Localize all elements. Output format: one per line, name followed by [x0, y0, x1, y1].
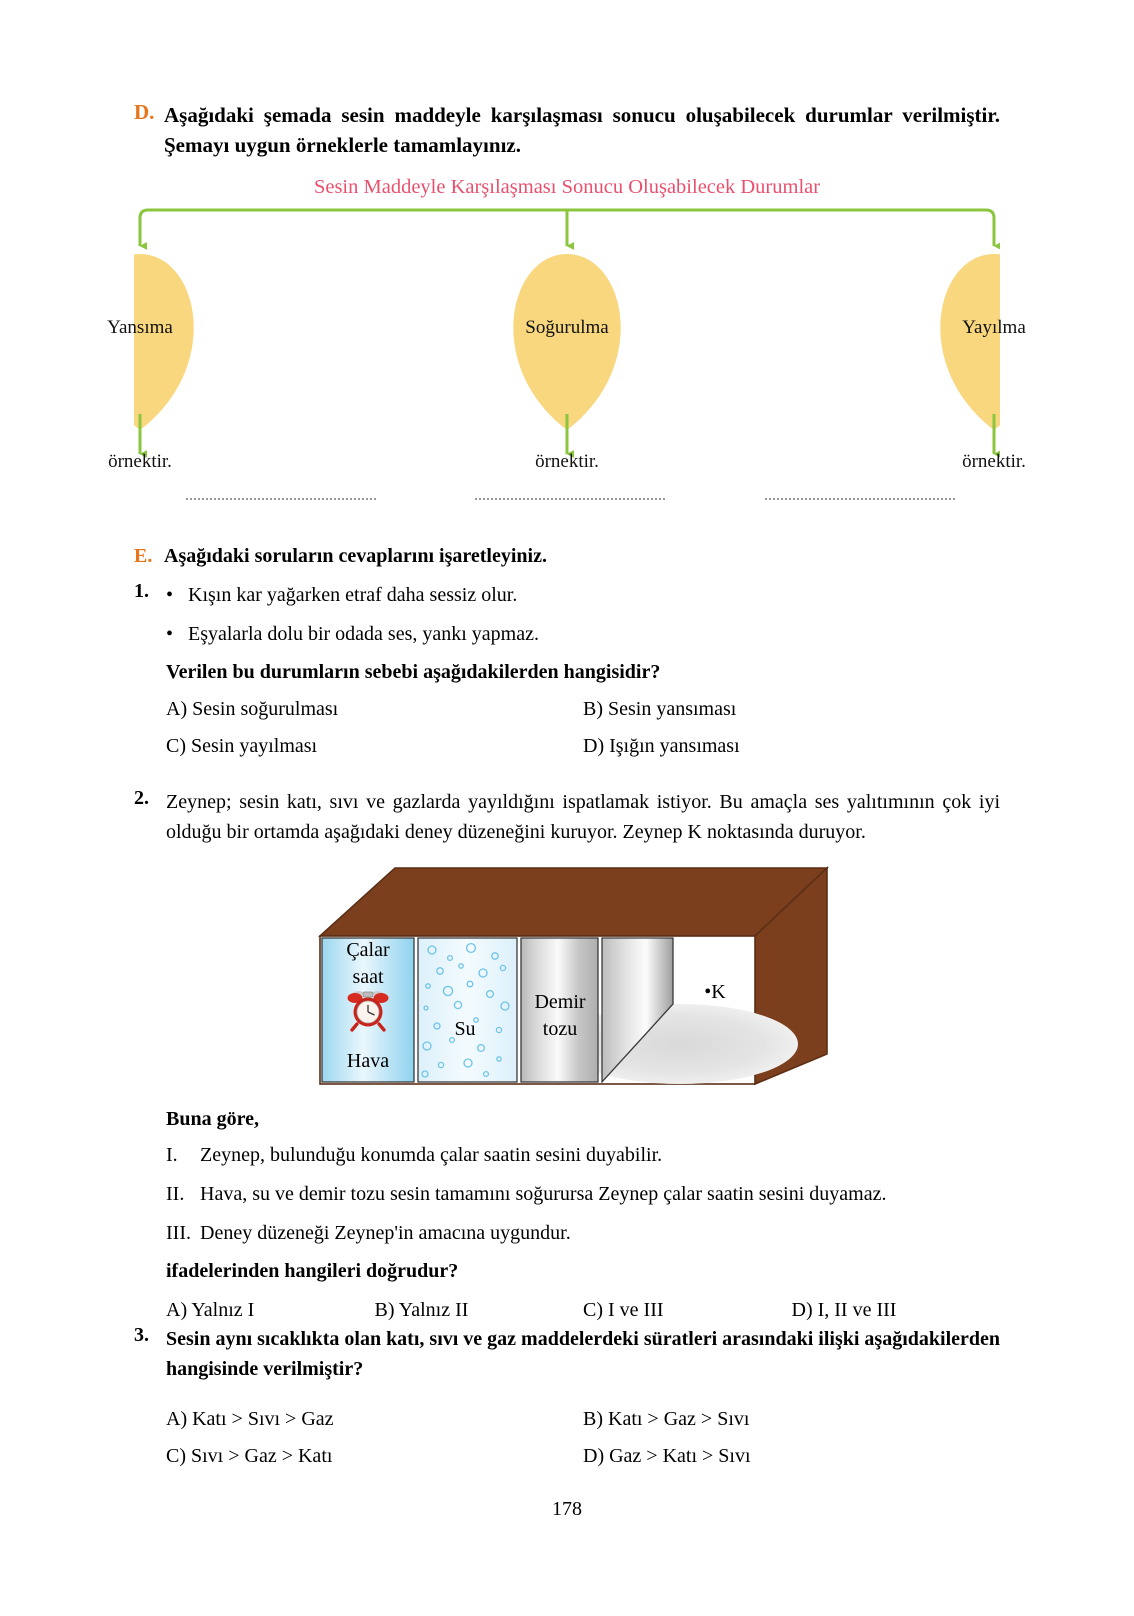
diagram-title: Sesin Maddeyle Karşılaşması Sonucu Oluşabilecek Durumlar: [313, 176, 821, 198]
question-1-choices-row-1: [166, 698, 1000, 721]
question-3: [134, 1324, 1000, 1468]
label-point-k: •K: [704, 981, 726, 1003]
question-1-choice-d[interactable]: D) Işığın yansıması: [583, 735, 740, 757]
bullet-glyph: •: [166, 584, 174, 606]
question-2-choice-a[interactable]: A) Yalnız I: [166, 1299, 255, 1321]
label-alarm-line2: saat: [352, 966, 384, 988]
question-3-stem: Sesin aynı sıcaklıkta olan katı, sıvı ve gaz maddelerdeki süratleri arasındaki ilişki aşağıdakilerden hangisinde verilmiştir?: [166, 1328, 1000, 1380]
question-2-statements: [166, 1108, 1000, 1322]
question-3-choices-row-1: [166, 1408, 1000, 1431]
section-d-letter: D.: [134, 100, 155, 124]
question-1-bullet-2: • Eşyalarla dolu bir odada ses, yankı yapmaz.: [166, 619, 1000, 649]
balloon-label-1: Yansıma: [107, 317, 173, 338]
question-1-choice-b[interactable]: B) Sesin yansıması: [583, 698, 737, 720]
question-2-choices: [166, 1299, 1000, 1322]
question-3-choice-d[interactable]: D) Gaz > Katı > Sıvı: [583, 1445, 751, 1467]
label-iron-line2: tozu: [542, 1018, 578, 1040]
question-3-choices-row-2: [166, 1445, 1000, 1468]
section-d: [134, 100, 1000, 161]
section-d-text: Aşağıdaki şemada sesin maddeyle karşılaşması sonucu oluşabilecek durumlar verilmiştir. Şemayı uygun örneklerle tamamlayınız.: [164, 103, 1000, 158]
question-2-choice-c[interactable]: C) I ve III: [583, 1299, 664, 1321]
question-2-statement-2: II. Hava, su ve demir tozu sesin tamamını soğurursa Zeynep çalar saatin sesini duyamaz.: [166, 1183, 887, 1205]
balloon-shape-2: [513, 254, 620, 430]
label-iron-line1: Demir: [534, 991, 586, 1013]
label-water: Su: [454, 1018, 476, 1040]
question-2: [134, 787, 1000, 847]
answer-line-3[interactable]: [765, 498, 955, 500]
question-2-number: 2.: [134, 787, 149, 809]
example-label-2: örnektir.: [535, 451, 599, 472]
sound-outcomes-diagram: [107, 176, 1026, 516]
question-1-choice-c[interactable]: C) Sesin yayılması: [166, 735, 318, 757]
section-e-text: Aşağıdaki soruların cevaplarını işaretleyiniz.: [164, 545, 547, 567]
answer-line-1[interactable]: [186, 498, 376, 500]
question-1-bullet-1: • Kışın kar yağarken etraf daha sessiz olur.: [166, 580, 1000, 610]
question-3-choice-b[interactable]: B) Katı > Gaz > Sıvı: [583, 1408, 750, 1430]
question-2-choice-d[interactable]: D) I, II ve III: [791, 1299, 897, 1321]
experiment-box-figure: [300, 858, 830, 1090]
box-lid: [320, 868, 827, 936]
question-2-prompt: ifadelerinden hangileri doğrudur?: [166, 1260, 459, 1282]
balloon-label-2: Soğurulma: [525, 317, 609, 338]
question-1-choice-a[interactable]: A) Sesin soğurulması: [166, 698, 339, 720]
question-2-statement-3: III. Deney düzeneği Zeynep'in amacına uygundur.: [166, 1222, 571, 1244]
label-air: Hava: [346, 1050, 390, 1072]
page-number: 178: [552, 1498, 582, 1520]
balloon-label-3: Yayılma: [962, 317, 1026, 338]
question-2-choice-b[interactable]: B) Yalnız II: [374, 1299, 469, 1321]
example-label-3: örnektir.: [962, 451, 1026, 472]
balloon-shape-3: [940, 254, 1000, 430]
question-2-statement-1: I. Zeynep, bulunduğu konumda çalar saatin sesini duyabilir.: [166, 1144, 663, 1166]
question-1-choices-row-2: [166, 735, 1000, 758]
section-e-letter: E.: [134, 545, 153, 567]
example-label-1: örnektir.: [108, 451, 172, 472]
section-e: [134, 545, 1000, 568]
question-2-lead: Buna göre,: [166, 1108, 259, 1130]
question-3-number: 3.: [134, 1324, 149, 1346]
label-alarm-line1: Çalar: [346, 939, 390, 961]
question-1: [134, 580, 1000, 758]
balloon-shape-1: [134, 254, 194, 430]
question-1-number: 1.: [134, 580, 149, 602]
question-3-choice-a[interactable]: A) Katı > Sıvı > Gaz: [166, 1408, 334, 1430]
question-1-prompt: Verilen bu durumların sebebi aşağıdakilerden hangisidir?: [166, 661, 661, 683]
water-compartment: [418, 938, 517, 1082]
bullet-glyph: •: [166, 623, 174, 645]
question-3-choice-c[interactable]: C) Sıvı > Gaz > Katı: [166, 1445, 333, 1467]
answer-line-2[interactable]: [475, 498, 665, 500]
question-2-stem: Zeynep; sesin katı, sıvı ve gazlarda yayıldığını ispatlamak istiyor. Bu amaçla ses yalıtımının çok iyi olduğu bir ortamda aşağıdaki deney düzeneğini kuruyor. Zeynep K noktasında duruyor.: [166, 791, 1000, 843]
